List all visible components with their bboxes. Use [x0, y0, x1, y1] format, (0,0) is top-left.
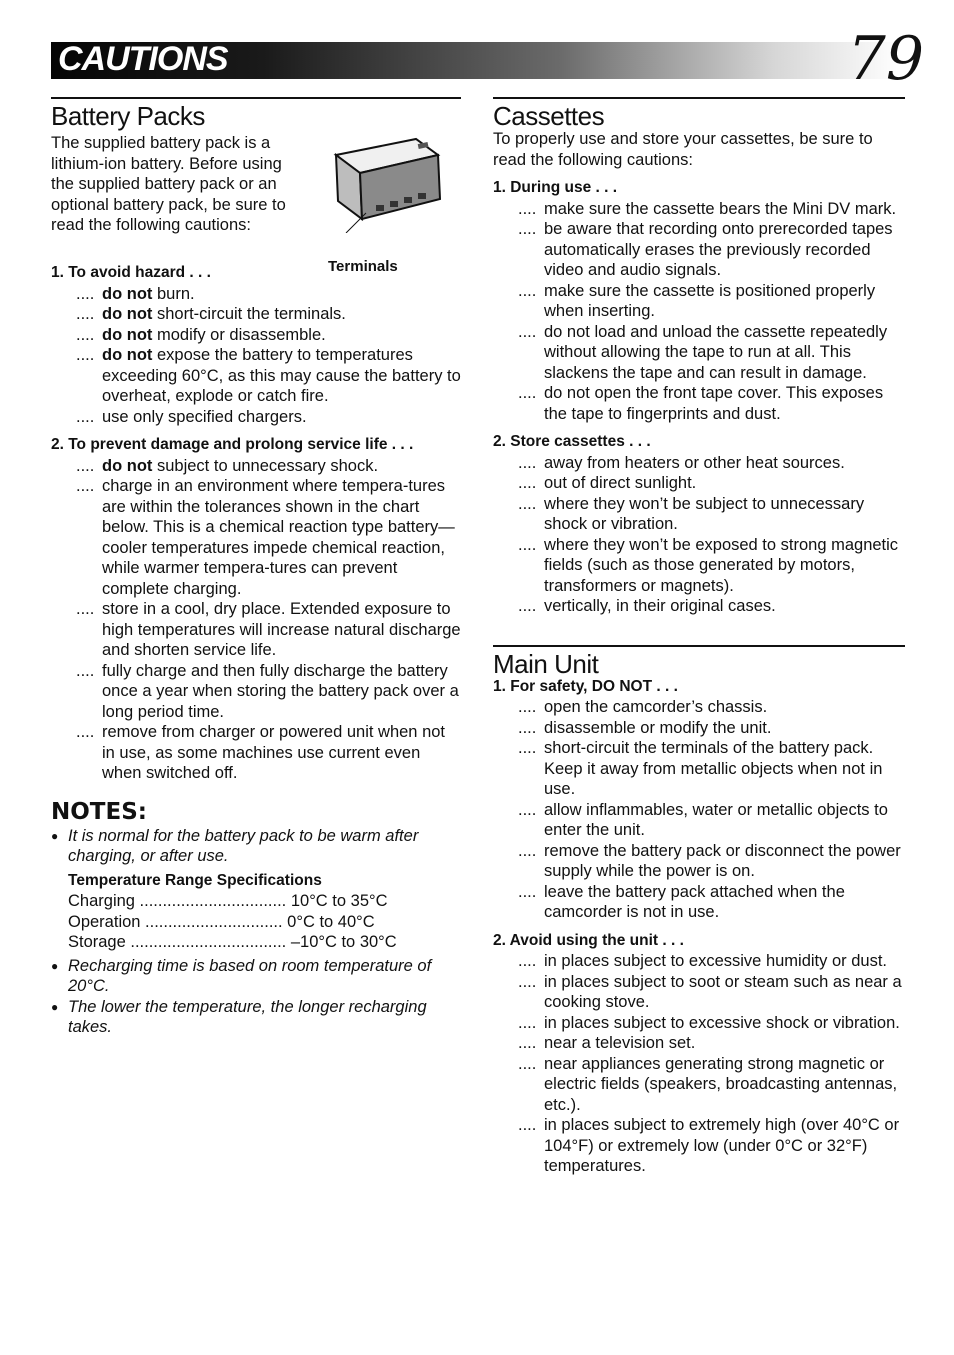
main-unit-heading: Main Unit: [493, 648, 599, 679]
list-item: .... do not burn.: [76, 284, 195, 303]
battery-list2: [51, 456, 461, 784]
left-column: [51, 97, 461, 1038]
list-item: .... allow inflammables, water or metallic objects to enter the unit.: [518, 800, 888, 839]
note-item: ● Recharging time is based on room temperature of 20°C.: [51, 956, 432, 995]
list-item: .... out of direct sunlight.: [518, 474, 697, 492]
note-item: ● The lower the temperature, the longer recharging takes.: [51, 997, 427, 1036]
cassettes-list2: [493, 453, 905, 617]
terminals-caption: Terminals: [328, 258, 398, 275]
list-item: .... vertically, in their original cases.: [518, 597, 776, 615]
spec-title: Temperature Range Specifications: [68, 871, 322, 889]
list-item: .... where they won’t be subject to unnecessary shock or vibration.: [518, 494, 865, 533]
list-item: .... remove from charger or powered unit when not in use, as some machines use current even when switched off.: [76, 723, 446, 782]
battery-list1-title: 1. To avoid hazard . . .: [51, 264, 211, 281]
right-column: [493, 97, 905, 1177]
bullet-icon: ●: [51, 999, 59, 1014]
main-unit-list2-title: 2. Avoid using the unit . . .: [493, 931, 684, 949]
list-item: .... do not load and unload the cassette repeatedly without allowing the tape to run at all. This slackens the tape and can result in damage.: [518, 322, 888, 382]
list-item: .... disassemble or modify the unit.: [518, 718, 772, 737]
list-item: .... in places subject to extremely high (over 40°C or 104°F) or extremely low (under 0°C or 32°F) temperatures.: [518, 1116, 900, 1175]
cassettes-heading: Cassettes: [493, 101, 605, 131]
list-item: .... in places subject to excessive humidity or dust.: [518, 952, 887, 970]
main-unit-list1-title: 1. For safety, DO NOT . . .: [493, 677, 678, 695]
list-item: .... in places subject to excessive shock or vibration.: [518, 1013, 900, 1032]
notes-heading: NOTES:: [51, 798, 147, 825]
list-item: .... in places subject to soot or steam such as near a cooking stove.: [518, 972, 902, 1011]
cassettes-list1: [493, 199, 905, 425]
page-number: 79: [847, 24, 924, 94]
note-item: ● It is normal for the battery pack to be warm after charging, or after use.: [51, 826, 419, 865]
bullet-icon: ●: [51, 828, 59, 843]
cassettes-list1-title: 1. During use . . .: [493, 179, 618, 196]
list-item: .... short-circuit the terminals of the battery pack. Keep it away from metallic objects when not in use.: [518, 739, 883, 798]
bullet-icon: ●: [51, 958, 59, 973]
list-item: .... be aware that recording onto prerecorded tapes automatically erases the previously recorded video and audio signals.: [518, 220, 893, 279]
battery-figure: [306, 133, 461, 275]
list-item: .... make sure the cassette is positioned properly when inserting.: [518, 281, 876, 320]
list-item: .... open the camcorder’s chassis.: [518, 698, 768, 716]
list-item: .... do not expose the battery to temperatures exceeding 60°C, as this may cause the battery to overheat, explode or catch fire.: [76, 346, 461, 405]
battery-list2-title: 2. To prevent damage and prolong service life . . .: [51, 436, 414, 453]
list-item: .... do not open the front tape cover. This exposes the tape to fingerprints and dust.: [518, 384, 884, 423]
cassettes-intro: To properly use and store your cassettes, be sure to read the following cautions:: [493, 130, 873, 169]
spec-row: Operation .............................. 0°C to 40°C: [68, 912, 375, 931]
list-item: .... do not short-circuit the terminals.: [76, 305, 346, 323]
list-item: .... near a television set.: [518, 1034, 696, 1052]
list-item: .... fully charge and then fully discharge the battery once a year when storing the battery pack over a long period time.: [76, 661, 459, 721]
cassettes-list2-title: 2. Store cassettes . . .: [493, 433, 651, 450]
list-item: .... make sure the cassette bears the Mini DV mark.: [518, 199, 897, 218]
battery-intro: The supplied battery pack is a lithium-ion battery. Before using the supplied battery pack or an optional battery pack, be sure to read the following cautions:: [51, 134, 286, 234]
list-item: .... store in a cool, dry place. Extended exposure to high temperatures will increase natural discharge and shorten service life.: [76, 600, 461, 659]
list-item: .... do not subject to unnecessary shock.: [76, 456, 379, 475]
list-item: .... remove the battery pack or disconnect the power supply while the power is on.: [518, 841, 901, 880]
spec-row: Storage .................................. –10°C to 30°C: [68, 933, 397, 951]
list-item: .... near appliances generating strong magnetic or electric fields (speakers, broadcasting antennas, etc.).: [518, 1054, 898, 1114]
list-item: .... away from heaters or other heat sources.: [518, 453, 845, 472]
list-item: .... charge in an environment where tempera-tures are within the tolerances shown in the chart below. This is a chemical reaction type battery—cooler temperatures impede chemical reaction, while warmer tempera-tures can prevent complete charging.: [76, 477, 455, 598]
list-item: .... use only specified chargers.: [76, 407, 307, 426]
main-unit-list1: [493, 697, 905, 923]
battery-pack-illustration: [306, 133, 456, 233]
spec-row: Charging ................................ 10°C to 35°C: [68, 892, 388, 910]
list-item: .... do not modify or disassemble.: [76, 325, 326, 344]
battery-heading: Battery Packs: [51, 101, 205, 131]
list-item: .... where they won’t be exposed to strong magnetic fields (such as those generated by motors, transformers or magnets).: [518, 535, 899, 595]
main-unit-list2: [493, 951, 905, 1177]
battery-list1: [51, 284, 461, 428]
list-item: .... leave the battery pack attached when the camcorder is not in use.: [518, 882, 845, 921]
page-title: CAUTIONS: [58, 40, 228, 78]
